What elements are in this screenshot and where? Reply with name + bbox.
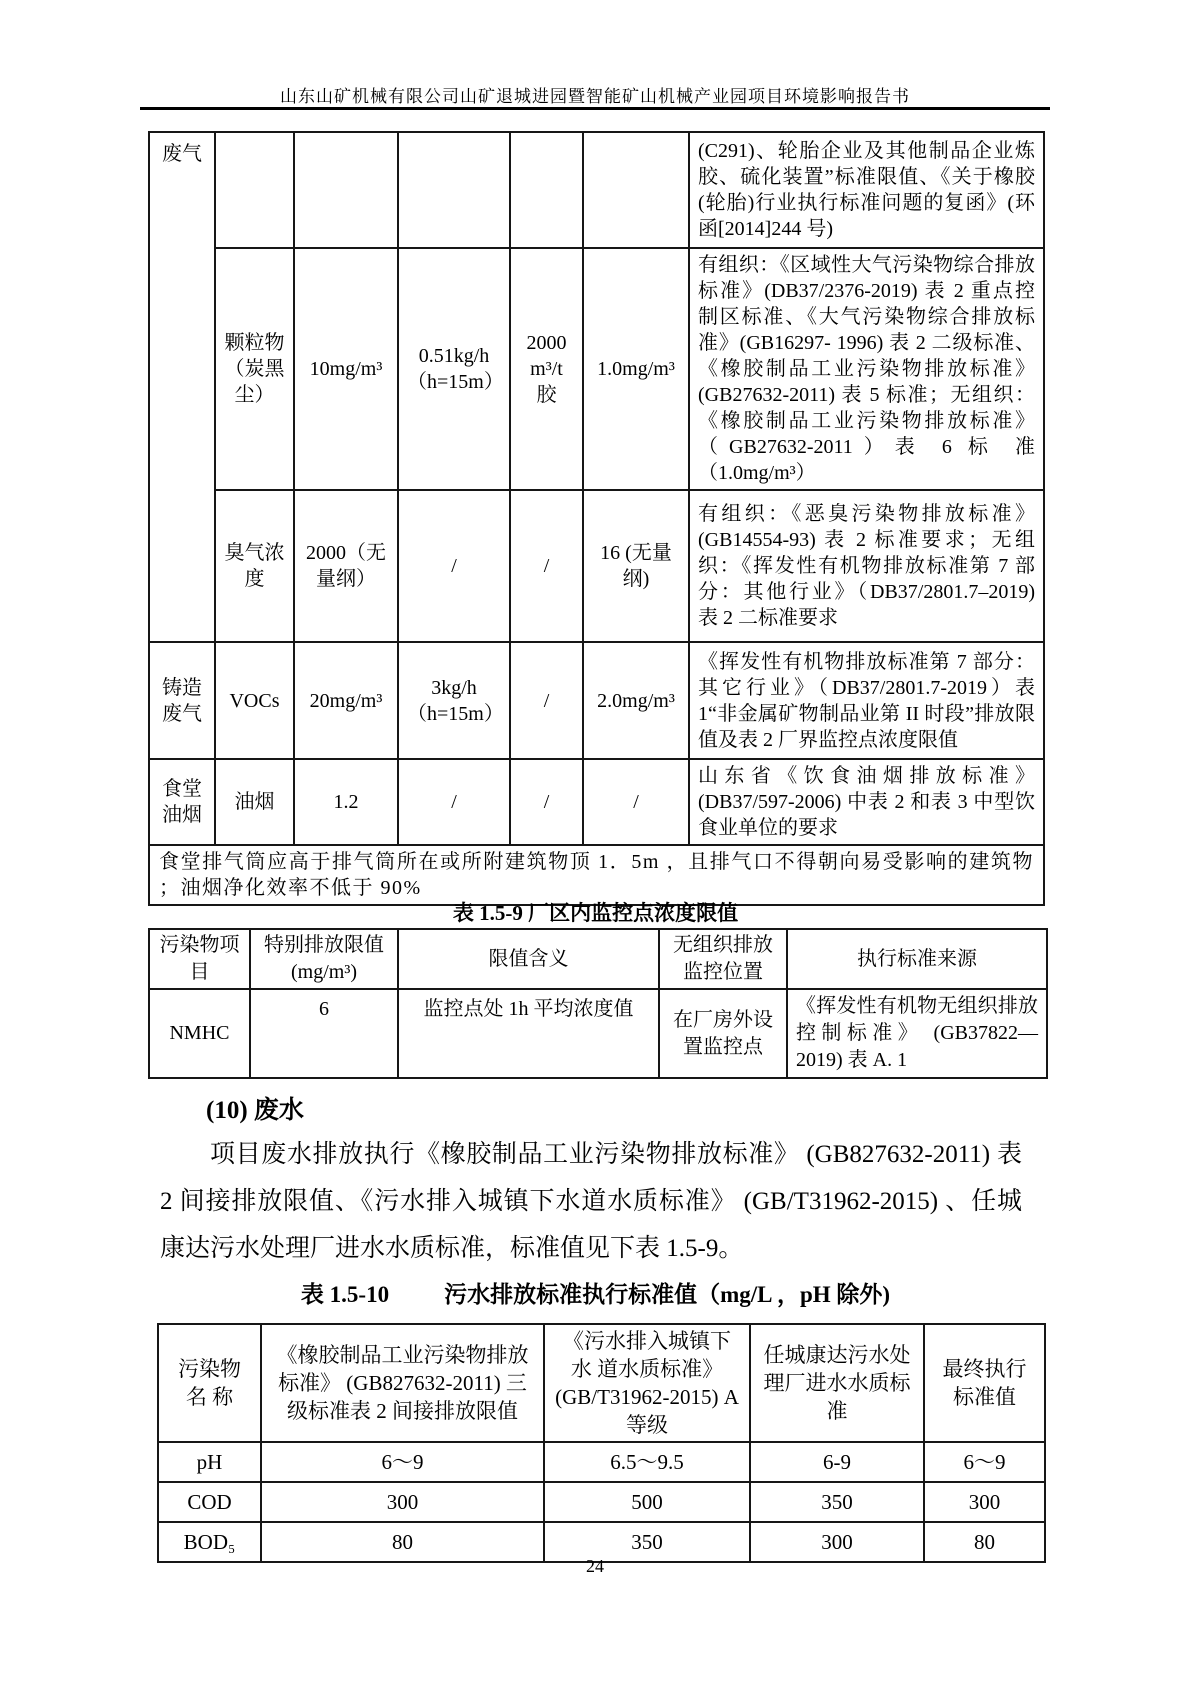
category-cell: 废气 (149, 132, 215, 642)
unorganized-cell: 1.0mg/m³ (583, 248, 689, 490)
header-special-limit: 特别排放限值 (mg/m³) (250, 929, 398, 989)
table-1510-caption-label: 表 1.5-10 (300, 1282, 390, 1307)
canteen-note: 食堂排气筒应高于排气筒所在或所附建筑物顶 1．5m ，且排气口不得朝向易受影响的建筑物 ；油烟净化效率不低于 90% (149, 845, 1044, 905)
pollutant-cell: 臭气浓度 (215, 490, 294, 642)
pollutant-name-cell: COD (158, 1482, 261, 1522)
empty-cell (294, 132, 398, 248)
header-rubber-standard: 《橡胶制品工业污染物排放标准》 (GB827632-2011) 三级标准表 2 间接排放限值 (261, 1324, 544, 1442)
table-row (158, 1442, 1045, 1482)
table-1510-caption (148, 1276, 1043, 1309)
table-row (149, 989, 1047, 1078)
rubber-value-cell: 6～9 (261, 1442, 544, 1482)
plant-value-cell: 300 (750, 1522, 924, 1562)
unit-quota-cell: / (510, 759, 583, 845)
header-rule (140, 107, 1050, 110)
table-row (149, 642, 1044, 759)
limit-meaning-cell: 监控点处 1h 平均浓度值 (398, 989, 659, 1078)
sewer-value-cell: 6.5～9.5 (544, 1442, 750, 1482)
page-header-title: 山东山矿机械有限公司山矿退城进园暨智能矿山机械产业园项目环境影响报告书 (280, 87, 910, 106)
pollutant-item-cell: NMHC (149, 989, 250, 1078)
table-row (149, 490, 1044, 642)
unit-quota-cell: / (510, 642, 583, 759)
wastewater-standards-table (157, 1323, 1046, 1563)
pollutant-name-cell: pH (158, 1442, 261, 1482)
final-value-cell: 80 (924, 1522, 1045, 1562)
table-footer-row (149, 845, 1044, 905)
rate-cell: 0.51kg/h（h=15m） (398, 248, 510, 490)
header-pollutant-item: 污染物项目 (149, 929, 250, 989)
concentration-cell: 10mg/m³ (294, 248, 398, 490)
concentration-cell: 2000（无量纲） (294, 490, 398, 642)
monitoring-limit-table (148, 928, 1048, 1079)
table-row (149, 132, 1044, 248)
rate-cell: 3kg/h（h=15m） (398, 642, 510, 759)
standard-cell: 山东省《饮食油烟排放标准》 (DB37/597-2006) 中表 2 和表 3 中型饮食业单位的要求 (689, 759, 1044, 845)
rate-cell: / (398, 490, 510, 642)
table-159-caption: 表 1.5-9 厂区内监控点浓度限值 (452, 901, 739, 925)
header-monitor-position: 无组织排放监控位置 (659, 929, 787, 989)
table-row (158, 1482, 1045, 1522)
pollutant-cell: VOCs (215, 642, 294, 759)
table-row (149, 759, 1044, 845)
standard-source-cell: 《挥发性有机物无组织排放控制标准》 (GB37822—2019) 表 A. 1 (787, 989, 1047, 1078)
standard-cell: 有组织：《区域性大气污染物综合排放标准》(DB37/2376-2019) 表 2 重点控制区标准、《大气污染物综合排放标准》(GB16297- 1996) 表 2 二级标准、《橡胶制品工业污染物排放标准》(GB27632-2011) 表 5 标准；无组织：《橡胶制品工业污染物排放标准》（GB27632-2011）表 6 标 准（1.0mg/m³） (689, 248, 1044, 490)
empty-cell (583, 132, 689, 248)
empty-cell (215, 132, 294, 248)
unorganized-cell: 16 (无量纲) (583, 490, 689, 642)
final-value-cell: 6～9 (924, 1442, 1045, 1482)
standard-cell: (C291)、轮胎企业及其他制品企业炼胶、硫化装置”标准限值、《关于橡胶(轮胎)行业执行标准问题的复函》(环函[2014]244 号) (689, 132, 1044, 248)
section-heading-wastewater: (10) 废水 (206, 1097, 304, 1124)
concentration-cell: 20mg/m³ (294, 642, 398, 759)
rubber-value-cell: 80 (261, 1522, 544, 1562)
unit-quota-cell: 2000 m³/t 胶 (510, 248, 583, 490)
plant-value-cell: 6-9 (750, 1442, 924, 1482)
rate-cell: / (398, 759, 510, 845)
final-value-cell: 300 (924, 1482, 1045, 1522)
pollutant-cell: 颗粒物（炭黑尘） (215, 248, 294, 490)
monitor-position-cell: 在厂房外设置监控点 (659, 989, 787, 1078)
rubber-value-cell: 300 (261, 1482, 544, 1522)
emission-standards-table (148, 131, 1045, 906)
standard-cell: 《挥发性有机物排放标准第 7 部分：其它行业》（DB37/2801.7-2019）表 1“非金属矿物制品业第 II 时段”排放限 值及表 2 厂界监控点浓度限值 (689, 642, 1044, 759)
table-header-row (149, 929, 1047, 989)
table-header-row (158, 1324, 1045, 1442)
category-cell: 铸造废气 (149, 642, 215, 759)
pollutant-cell: 油烟 (215, 759, 294, 845)
sewer-value-cell: 500 (544, 1482, 750, 1522)
header-final-standard: 最终执行标准值 (924, 1324, 1045, 1442)
table-row (149, 248, 1044, 490)
unorganized-cell: 2.0mg/m³ (583, 642, 689, 759)
header-standard-source: 执行标准来源 (787, 929, 1047, 989)
header-plant-standard: 任城康达污水处理厂进水水质标 准 (750, 1324, 924, 1442)
unorganized-cell: / (583, 759, 689, 845)
header-pollutant-name: 污染物 名 称 (158, 1324, 261, 1442)
table-1510-caption-title: 污水排放标准执行标准值（mg/L ，pH 除外) (444, 1282, 891, 1307)
concentration-cell: 1.2 (294, 759, 398, 845)
empty-cell (510, 132, 583, 248)
special-limit-cell: 6 (250, 989, 398, 1078)
plant-value-cell: 350 (750, 1482, 924, 1522)
standard-cell: 有组织：《恶臭污染物排放标准》(GB14554-93) 表 2 标准要求；无组织：《挥发性有机物排放标准第 7 部分：其他行业》（DB37/2801.7–2019) 表 2 二标准要求 (689, 490, 1044, 642)
category-cell: 食堂油烟 (149, 759, 215, 845)
page-number: 24 (586, 1556, 604, 1576)
empty-cell (398, 132, 510, 248)
sewer-value-cell: 350 (544, 1522, 750, 1562)
pollutant-name-cell: BOD₅ (158, 1522, 261, 1562)
header-sewer-standard: 《污水排入城镇下水 道水质标准》 (GB/T31962-2015) A 等级 (544, 1324, 750, 1442)
wastewater-paragraph: 项目废水排放执行《橡胶制品工业污染物排放标准》 (GB827632-2011) 表 2 间接排放限值、《污水排入城镇下水道水质标准》 (GB/T31962-2015) 、任城康达污水处理厂进水水质标准，标准值见下表 1.5-9。 (160, 1141, 1022, 1262)
header-limit-meaning: 限值含义 (398, 929, 659, 989)
unit-quota-cell: / (510, 490, 583, 642)
